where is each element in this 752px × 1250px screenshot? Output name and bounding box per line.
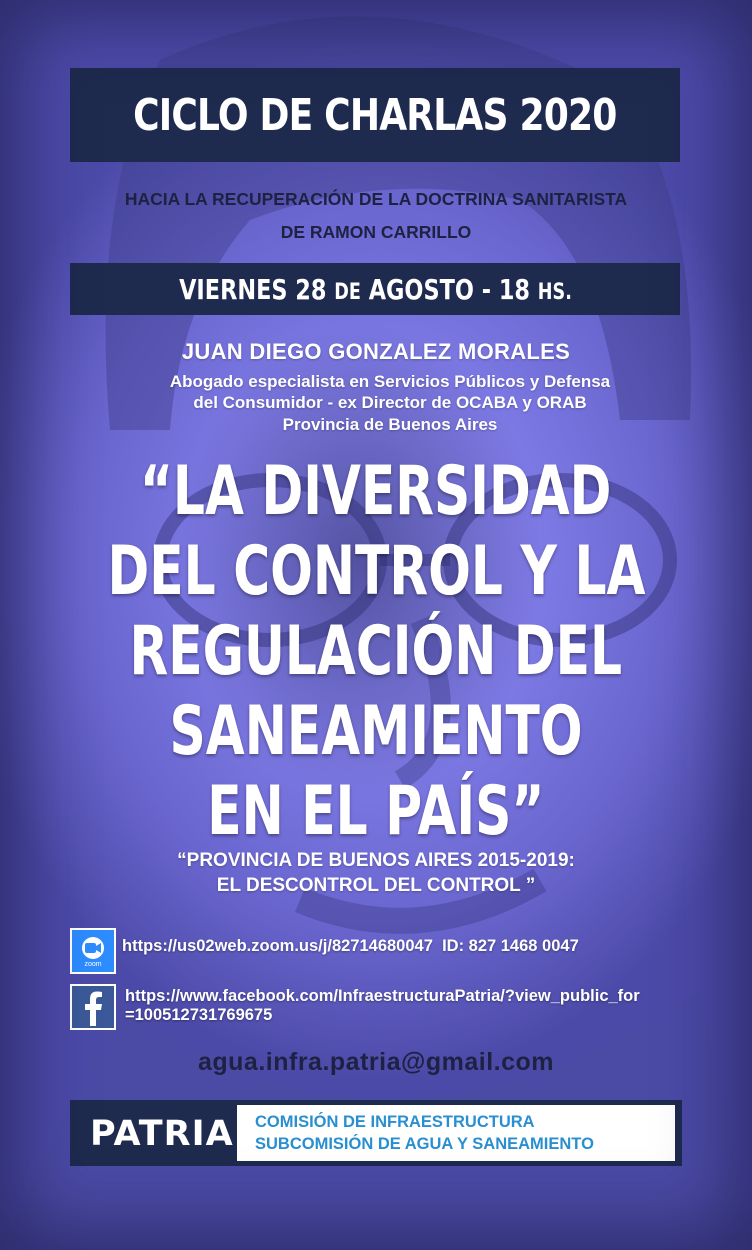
date-de: DE [333, 279, 361, 305]
facebook-url-line-1[interactable]: https://www.facebook.com/InfraestructuraPatria/?view_public_for [125, 987, 640, 1005]
footer-line-2: SUBCOMISIÓN DE AGUA Y SANEAMIENTO [255, 1135, 594, 1153]
zoom-icon[interactable] [70, 928, 116, 974]
date-banner [70, 263, 680, 315]
date-month-time: AGOSTO - 18 [368, 272, 530, 306]
speaker-bio-line-2: del Consumidor - ex Director de OCABA y ORAB [193, 393, 587, 412]
patria-logo: PATRIA [90, 1114, 234, 1154]
talk-title-line-4: SANEAMIENTO [169, 692, 583, 771]
talk-title-line-1: “LA DIVERSIDAD [140, 452, 612, 531]
facebook-url-line-2[interactable]: =100512731769675 [125, 1006, 273, 1024]
zoom-icon-label: zoom [84, 961, 102, 968]
event-date [179, 273, 572, 306]
talk-subtitle-line-2: EL DESCONTROL DEL CONTROL ” [216, 875, 536, 896]
date-hs: HS. [537, 279, 572, 305]
speaker-bio-line-3: Provincia de Buenos Aires [282, 415, 498, 434]
talk-title-line-5: EN EL PAÍS” [207, 772, 545, 851]
speaker-bio-line-1: Abogado especialista en Servicios Públicos y Defensa [169, 372, 611, 391]
subtitle-line-1: HACIA LA RECUPERACIÓN DE LA DOCTRINA SANITARISTA [124, 189, 628, 209]
footer-commission-box [237, 1105, 675, 1161]
title-banner [70, 68, 680, 162]
zoom-meeting-id: ID: 827 1468 0047 [442, 937, 579, 955]
footer-line-1: COMISIÓN DE INFRAESTRUCTURA [255, 1113, 535, 1131]
facebook-icon[interactable] [70, 984, 116, 1030]
talk-title-line-3: REGULACIÓN DEL [129, 612, 623, 691]
footer-banner [70, 1100, 682, 1166]
talk-subtitle-line-1: “PROVINCIA DE BUENOS AIRES 2015-2019: [177, 850, 575, 871]
zoom-url[interactable]: https://us02web.zoom.us/j/82714680047 [122, 937, 433, 955]
date-day: VIERNES 28 [178, 272, 326, 306]
speaker-name: JUAN DIEGO GONZALEZ MORALES [181, 339, 571, 364]
subtitle-line-2: DE RAMON CARRILLO [280, 222, 472, 242]
talk-title-line-2: DEL CONTROL Y LA [107, 532, 645, 611]
contact-email[interactable]: agua.infra.patria@gmail.com [197, 1048, 555, 1076]
event-title: CICLO DE CHARLAS 2020 [133, 89, 617, 141]
zoom-link[interactable] [122, 937, 579, 956]
